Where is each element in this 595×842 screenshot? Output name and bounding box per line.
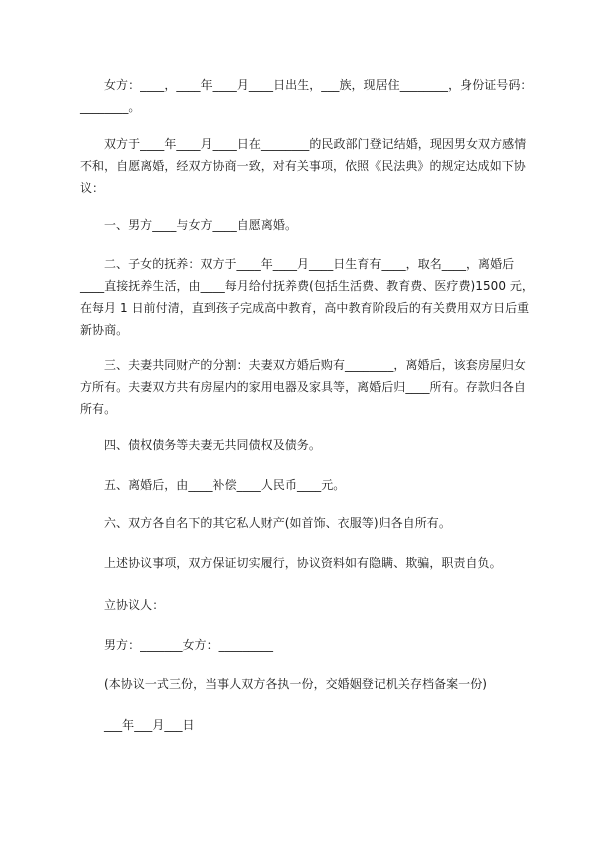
signature-line: 男方：_______女方：_________	[104, 638, 274, 652]
party-female-info-line-1: 女方：____，____年____月____日出生，___族，现居住________，身份证号码：	[104, 78, 533, 92]
clause-5: 五、离婚后，由____补偿____人民币____元。	[104, 478, 346, 492]
copies-note: (本协议一式三份，当事人双方各执一份，交婚姻登记机关存档备案一份)	[104, 677, 488, 691]
party-female-info-line-2: ________。	[80, 100, 141, 114]
clause-3-line-2: 方所有。夫妻双方共有房屋内的家用电器及家具等，离婚后归____所有。存款归各自	[80, 380, 526, 394]
preamble-line-1: 双方于____年____月____日在________的民政部门登记结婚，现因男女双方感情	[104, 137, 527, 151]
clause-6: 六、双方各自名下的其它私人财产(如首饰、衣服等)归各自所有。	[104, 516, 451, 530]
clause-2-line-1: 二、子女的抚养：双方于____年____月____日生育有____，取名____，离婚后	[104, 257, 515, 271]
clause-3-line-3: 所有。	[80, 402, 117, 416]
clause-2-line-4: 新协商。	[80, 323, 129, 337]
preamble-line-2: 不和，自愿离婚，经双方协商一致，对有关事项，依照《民法典》的规定达成如下协	[80, 159, 526, 173]
clause-2-line-2: ____直接抚养生活，由____每月给付抚养费(包括生活费、教育费、医疗费)1500 元，	[80, 279, 534, 293]
date-line: ___年___月___日	[104, 718, 195, 732]
clause-1: 一、男方____与女方____自愿离婚。	[104, 218, 298, 232]
clause-3-line-1: 三、夫妻共同财产的分割：夫妻双方婚后购有________，离婚后，该套房屋归女	[104, 358, 526, 372]
clause-4: 四、债权债务等夫妻无共同债权及债务。	[104, 438, 321, 452]
preamble-line-3: 议：	[80, 181, 105, 195]
clause-2-line-3: 在每月 1 日前付清，直到孩子完成高中教育，高中教育阶段后的有关费用双方日后重	[80, 301, 530, 315]
guarantee-statement: 上述协议事项，双方保证切实履行，协议资料如有隐瞒、欺骗，职责自负。	[104, 556, 502, 570]
signatories-label: 立协议人：	[104, 598, 165, 612]
